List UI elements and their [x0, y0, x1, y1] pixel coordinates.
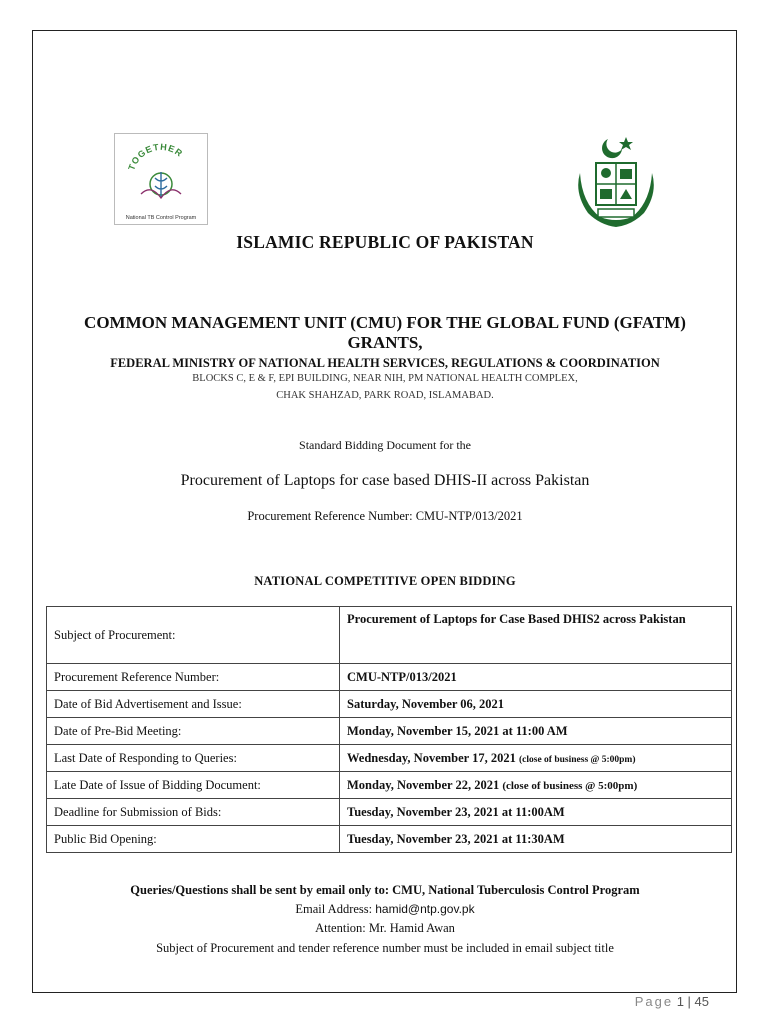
- row-value: Procurement of Laptops for Case Based DHIS2 across Pakistan: [340, 607, 732, 664]
- table-row: [47, 664, 732, 691]
- row-value-text: Monday, November 22, 2021: [347, 777, 500, 792]
- svg-text:TOGETHER: [126, 142, 185, 172]
- row-value-note: (close of business @ 5:00pm): [519, 754, 636, 765]
- queries-line: Queries/Questions shall be sent by email only to: CMU, National Tuberculosis Control Program: [130, 883, 640, 897]
- address-line2: CHAK SHAHZAD, PARK ROAD, ISLAMABAD.: [276, 390, 494, 401]
- row-value-note: (close of business @ 5:00pm): [502, 779, 638, 792]
- table-row: [47, 772, 732, 799]
- table-row: [47, 718, 732, 745]
- bid-schedule-table: [46, 606, 732, 853]
- page-word: Page: [634, 994, 674, 1009]
- row-label: Public Bid Opening:: [47, 826, 340, 853]
- address-line1: BLOCKS C, E & F, EPI BUILDING, NEAR NIH, PM NATIONAL HEALTH COMPLEX,: [192, 373, 578, 384]
- row-value: CMU-NTP/013/2021: [340, 664, 732, 691]
- document-title: Procurement of Laptops for case based DHIS-II across Pakistan: [180, 472, 590, 489]
- row-value-text: Wednesday, November 17, 2021: [347, 750, 516, 765]
- cmu-heading-line1: COMMON MANAGEMENT UNIT (CMU) FOR THE GLOBAL FUND (GFATM): [84, 313, 686, 332]
- page-number: 1 | 45: [676, 994, 709, 1009]
- table-row: [47, 691, 732, 718]
- row-value: Tuesday, November 23, 2021 at 11:30AM: [340, 826, 732, 853]
- row-label: Date of Bid Advertisement and Issue:: [47, 691, 340, 718]
- sbd-line: Standard Bidding Document for the: [299, 438, 471, 452]
- row-value: Saturday, November 06, 2021: [340, 691, 732, 718]
- attention-line: Attention: Mr. Hamid Awan: [315, 921, 455, 935]
- table-row: [47, 799, 732, 826]
- row-label: Procurement Reference Number:: [47, 664, 340, 691]
- bidding-type: NATIONAL COMPETITIVE OPEN BIDDING: [254, 574, 516, 588]
- email-label: Email Address:: [295, 902, 373, 916]
- ntp-logo-graphic: [115, 134, 207, 212]
- pakistan-emblem: [570, 133, 662, 233]
- row-label: Last Date of Responding to Queries:: [47, 745, 340, 772]
- row-label: Subject of Procurement:: [47, 607, 340, 664]
- logo-arc-text: TOGETHER: [126, 141, 185, 172]
- email-line: [0, 902, 770, 917]
- ministry-heading: FEDERAL MINISTRY OF NATIONAL HEALTH SERVICES, REGULATIONS & COORDINATION: [110, 356, 660, 370]
- table-row: [47, 745, 732, 772]
- logo-caption: National TB Control Program: [125, 215, 197, 221]
- reference-number: Procurement Reference Number: CMU-NTP/013/2021: [247, 509, 523, 523]
- page-footer: [635, 994, 709, 1009]
- table-row: [47, 826, 732, 853]
- cmu-heading-line2: GRANTS,: [347, 333, 423, 352]
- row-value: [340, 772, 732, 799]
- row-label: Late Date of Issue of Bidding Document:: [47, 772, 340, 799]
- ntp-together-logo: [114, 133, 208, 225]
- row-label: Date of Pre-Bid Meeting:: [47, 718, 340, 745]
- row-value: Monday, November 15, 2021 at 11:00 AM: [340, 718, 732, 745]
- row-value: [340, 745, 732, 772]
- table-row: [47, 607, 732, 664]
- country-heading: ISLAMIC REPUBLIC OF PAKISTAN: [236, 232, 534, 252]
- row-label: Deadline for Submission of Bids:: [47, 799, 340, 826]
- subject-instruction: Subject of Procurement and tender reference number must be included in email subject title: [156, 941, 614, 955]
- email-link[interactable]: hamid@ntp.gov.pk: [375, 902, 475, 916]
- row-value: Tuesday, November 23, 2021 at 11:00AM: [340, 799, 732, 826]
